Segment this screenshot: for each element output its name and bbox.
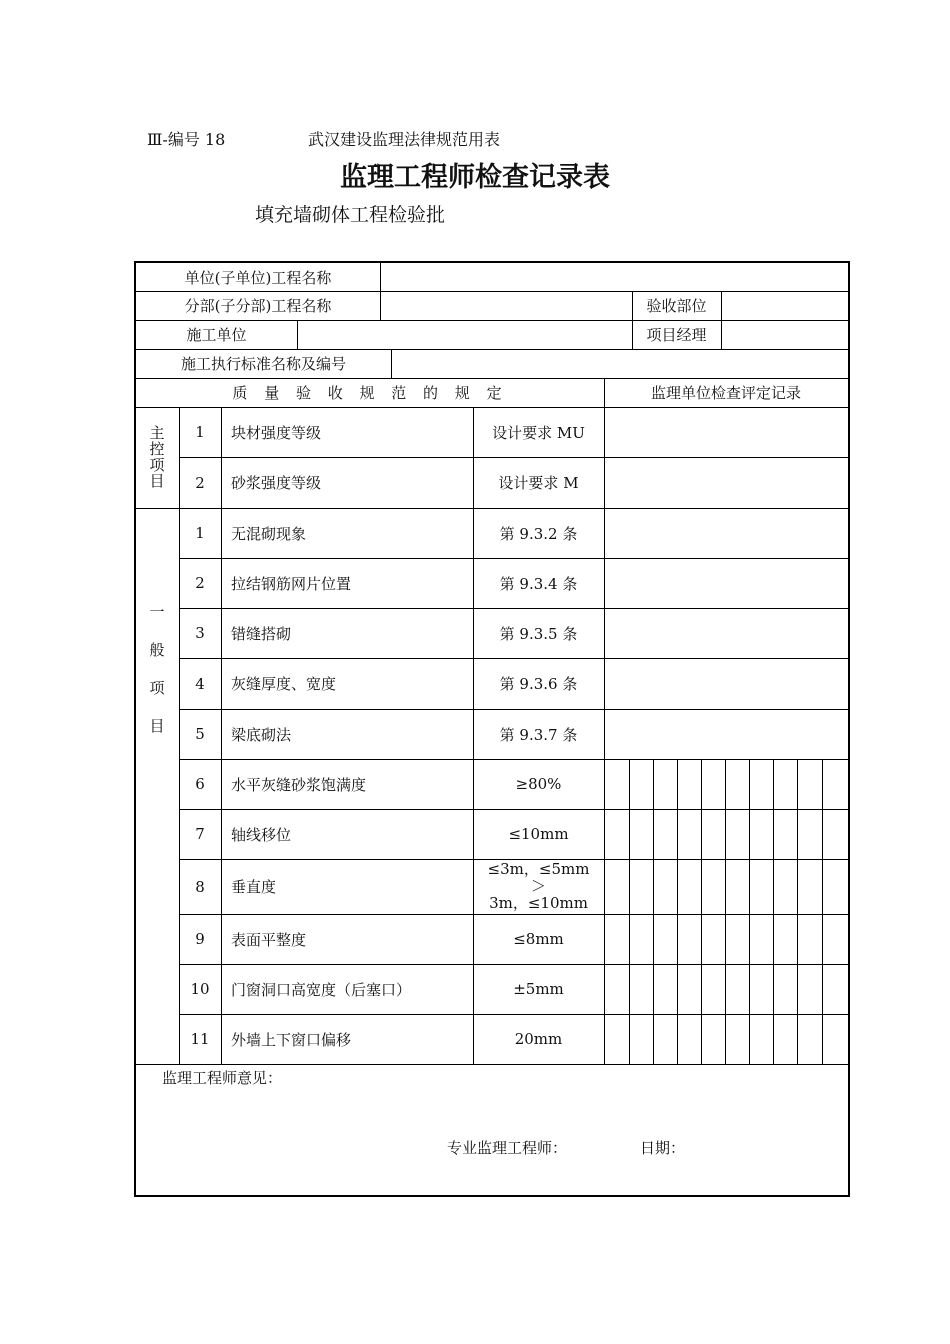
form-code: Ⅲ-编号 18 [147, 130, 226, 149]
table-row-name: 灰缝厚度、宽度 [231, 675, 337, 693]
unit-name-label: 单位(子单位)工程名称 [184, 268, 332, 287]
table-row-requirement: 第 9.3.5 条 [499, 624, 578, 643]
division-name-label: 分部(子分部)工程名称 [184, 297, 332, 315]
table-row-name: 块材强度等级 [231, 423, 322, 442]
table-row-requirement: 设计要求 MU [492, 423, 585, 442]
table-row-no: 2 [195, 473, 205, 492]
table-row-requirement: ≥80% [515, 775, 562, 793]
table-row-name: 门窗洞口高宽度（后塞口） [231, 980, 412, 999]
record-column-header: 监理单位检查评定记录 [650, 384, 801, 402]
table-row-name: 梁底砌法 [231, 725, 292, 744]
table-row-name: 表面平整度 [231, 930, 307, 949]
table-row-requirement: 第 9.3.7 条 [499, 725, 578, 744]
table-row-name: 无混砌现象 [231, 524, 307, 543]
table-row-requirement: 设计要求 M [498, 474, 579, 492]
table-row-name: 拉结钢筋网片位置 [231, 574, 352, 593]
table-row-no: 8 [195, 877, 205, 896]
page-subtitle: 填充墙砌体工程检验批 [255, 204, 446, 226]
table-row-no: 9 [195, 930, 205, 948]
table-row-no: 1 [195, 423, 205, 441]
spec-column-header: 质 量 验 收 规 范 的 规 定 [232, 384, 508, 402]
table-row-name: 轴线移位 [231, 825, 292, 844]
table-row-no: 6 [195, 775, 205, 793]
table-row-requirement: ≤10mm [508, 825, 569, 843]
table-row-requirement: 20mm [514, 1030, 563, 1048]
date-label: 日期： [640, 1138, 686, 1157]
table-row-no: 2 [195, 574, 205, 592]
table-row-name: 错缝搭砌 [231, 624, 292, 643]
table-row-requirement: 第 9.3.2 条 [499, 524, 578, 543]
standard-name: 武汉建设监理法律规范用表 [308, 130, 501, 149]
table-row-no: 7 [195, 825, 205, 843]
page-title: 监理工程师检查记录表 [340, 162, 610, 193]
construction-unit-label: 施工单位 [186, 326, 247, 344]
table-row-requirement: 第 9.3.4 条 [499, 574, 578, 593]
general-items-label: 一般项目 [149, 603, 165, 735]
table-row-name: 水平灰缝砂浆饱满度 [231, 775, 367, 794]
table-row-no: 11 [190, 1030, 210, 1048]
acceptance-part-label: 验收部位 [646, 297, 707, 315]
inspection-table [134, 261, 850, 1197]
table-row-no: 4 [195, 674, 205, 693]
standard-label: 施工执行标准名称及编号 [180, 355, 346, 373]
main-control-label: 主控项目 [149, 424, 165, 490]
table-row-name: 砂浆强度等级 [231, 474, 322, 492]
table-row-requirement: 第 9.3.6 条 [499, 675, 578, 693]
table-row-no: 10 [190, 980, 210, 998]
table-row-no: 1 [195, 524, 205, 542]
table-row-requirement: ≤8mm [513, 930, 564, 948]
table-row-no: 5 [195, 725, 205, 743]
table-row-name: 垂直度 [231, 878, 277, 896]
table-row-name: 外墙上下窗口偏移 [231, 1030, 352, 1049]
project-manager-label: 项目经理 [646, 326, 707, 344]
table-row-requirement: ≤3m，≤5mm ＞ 3m，≤10mm [487, 860, 590, 912]
engineer-signature-label: 专业监理工程师： [447, 1138, 568, 1157]
table-row-no: 3 [195, 624, 205, 642]
opinion-label: 监理工程师意见： [162, 1068, 283, 1087]
table-row-requirement: ±5mm [513, 980, 564, 998]
